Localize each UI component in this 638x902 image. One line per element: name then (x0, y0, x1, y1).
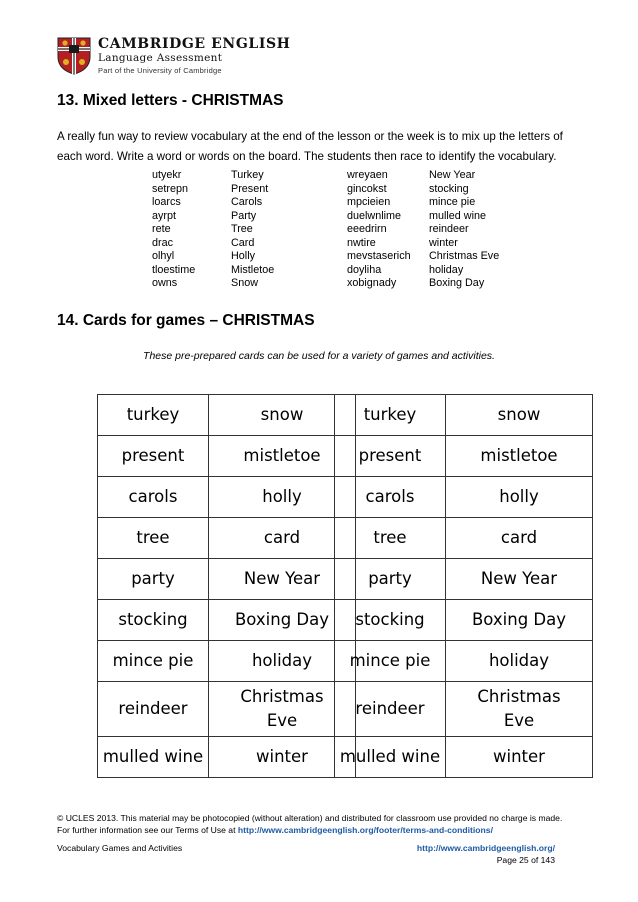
list-item: Mistletoe (231, 263, 275, 276)
list-item: mpcieien (347, 196, 391, 208)
vocab-card: snow (446, 395, 593, 436)
list-item: setrepn (152, 182, 189, 195)
vocab-card: mistletoe (446, 436, 593, 477)
list-item: New Year (429, 169, 476, 181)
list-item: duelwnlime (347, 209, 402, 222)
vocab-card: present (98, 436, 209, 477)
vocab-card: mulled wine (335, 737, 446, 778)
section-13-title: 13. Mixed letters - CHRISTMAS (57, 92, 284, 109)
vocab-card: snow (209, 395, 356, 436)
list-item: Carols (231, 196, 263, 208)
vocab-card: mince pie (335, 641, 446, 682)
list-item: mulled wine (429, 209, 487, 222)
right-mixed-column (347, 169, 411, 291)
section-13-intro: A really fun way to review vocabulary at the end of the lesson or the week is to mix up the letters of each word. Write a word or words on the board. The students then race to identify the vocabulary. (57, 130, 563, 163)
doc-title: Vocabulary Games and Activities (57, 843, 183, 853)
vocab-card: holly (446, 477, 593, 518)
card-row (335, 477, 593, 518)
vocab-card: turkey (335, 395, 446, 436)
list-item: winter (429, 236, 458, 249)
cambridge-logo (57, 36, 291, 76)
card-row (98, 559, 356, 600)
vocab-card: reindeer (98, 682, 209, 737)
list-item: wreyaen (347, 169, 388, 181)
card-row (98, 518, 356, 559)
vocab-card: card (446, 518, 593, 559)
card-row (335, 518, 593, 559)
list-item: Card (231, 236, 255, 249)
list-item: mince pie (429, 196, 476, 208)
list-item: utyekr (152, 169, 182, 181)
list-item: owns (152, 277, 178, 289)
cambridge-shield-icon (57, 37, 91, 75)
list-item: Present (231, 182, 269, 195)
card-row (335, 559, 593, 600)
site-link[interactable]: http://www.cambridgeenglish.org/ (416, 843, 555, 853)
list-item: Tree (231, 223, 253, 235)
list-item: Turkey (231, 169, 264, 181)
vocab-card: reindeer (335, 682, 446, 737)
card-row (335, 600, 593, 641)
list-item: Holly (231, 250, 255, 262)
card-row (335, 737, 593, 778)
vocab-card: mulled wine (98, 737, 209, 778)
card-row (98, 737, 356, 778)
vocab-card: carols (335, 477, 446, 518)
list-item: gincokst (347, 182, 387, 195)
right-word-column (429, 169, 499, 291)
card-row (98, 600, 356, 641)
vocab-card: party (335, 559, 446, 600)
list-item: loarcs (152, 196, 181, 208)
left-mixed-column (152, 169, 195, 291)
list-item: tloestime (152, 263, 196, 276)
terms-link[interactable]: http://www.cambridgeenglish.org/footer/terms-and-conditions/ (237, 825, 493, 835)
vocab-card: Christmas Eve (209, 682, 356, 737)
vocab-card: present (335, 436, 446, 477)
brand-name: CAMBRIDGE ENGLISH (98, 36, 291, 52)
card-row (98, 477, 356, 518)
section-14-title: 14. Cards for games – CHRISTMAS (57, 312, 315, 329)
brand-tagline: Part of the University of Cambridge (98, 66, 222, 75)
vocab-card: stocking (98, 600, 209, 641)
vocab-card: winter (209, 737, 356, 778)
page-number: Page 25 of 143 (496, 855, 555, 865)
list-item: Boxing Day (429, 277, 485, 289)
list-item: holiday (429, 263, 464, 276)
vocab-card: holly (209, 477, 356, 518)
vocab-card: Boxing Day (209, 600, 356, 641)
vocab-card: card (209, 518, 356, 559)
card-table-left (97, 394, 356, 778)
list-item: stocking (429, 182, 469, 195)
vocab-card: Christmas Eve (446, 682, 593, 737)
list-item: xobignady (347, 277, 397, 289)
vocab-card: holiday (209, 641, 356, 682)
list-item: reindeer (429, 223, 469, 235)
vocab-card: winter (446, 737, 593, 778)
card-row (98, 682, 356, 737)
brand-subtitle: Language Assessment (98, 52, 223, 64)
card-row (335, 682, 593, 737)
list-item: rete (152, 223, 171, 235)
vocab-card: turkey (98, 395, 209, 436)
card-row (98, 641, 356, 682)
vocab-card: mistletoe (209, 436, 356, 477)
card-row (335, 436, 593, 477)
list-item: olhyl (152, 250, 175, 262)
vocab-card: stocking (335, 600, 446, 641)
left-word-column (231, 169, 274, 291)
vocab-card: carols (98, 477, 209, 518)
list-item: Christmas Eve (429, 250, 500, 262)
vocab-card: party (98, 559, 209, 600)
vocab-card: New Year (446, 559, 593, 600)
list-item: doyliha (347, 263, 382, 276)
vocab-card: Boxing Day (446, 600, 593, 641)
card-row (98, 436, 356, 477)
vocab-card: New Year (209, 559, 356, 600)
copyright-notice (57, 812, 577, 836)
card-row (98, 395, 356, 436)
list-item: ayrpt (152, 209, 177, 222)
card-row (335, 641, 593, 682)
vocab-card: holiday (446, 641, 593, 682)
card-table-right (334, 394, 593, 778)
card-row (335, 395, 593, 436)
list-item: nwtire (347, 236, 376, 249)
vocab-card: tree (98, 518, 209, 559)
list-item: mevstaserich (347, 250, 411, 262)
cards-note: These pre-prepared cards can be used for a variety of games and activities. (143, 350, 495, 362)
vocab-card: mince pie (98, 641, 209, 682)
vocab-card: tree (335, 518, 446, 559)
list-item: Snow (231, 277, 259, 289)
list-item: Party (231, 209, 257, 222)
list-item: eeedrirn (347, 223, 387, 235)
list-item: drac (152, 236, 174, 249)
copyright-text: © UCLES 2013. This material may be photocopied (without alteration) and distributed for classroom use provided no charge is made. For further information see our Terms of Use at (57, 813, 563, 835)
